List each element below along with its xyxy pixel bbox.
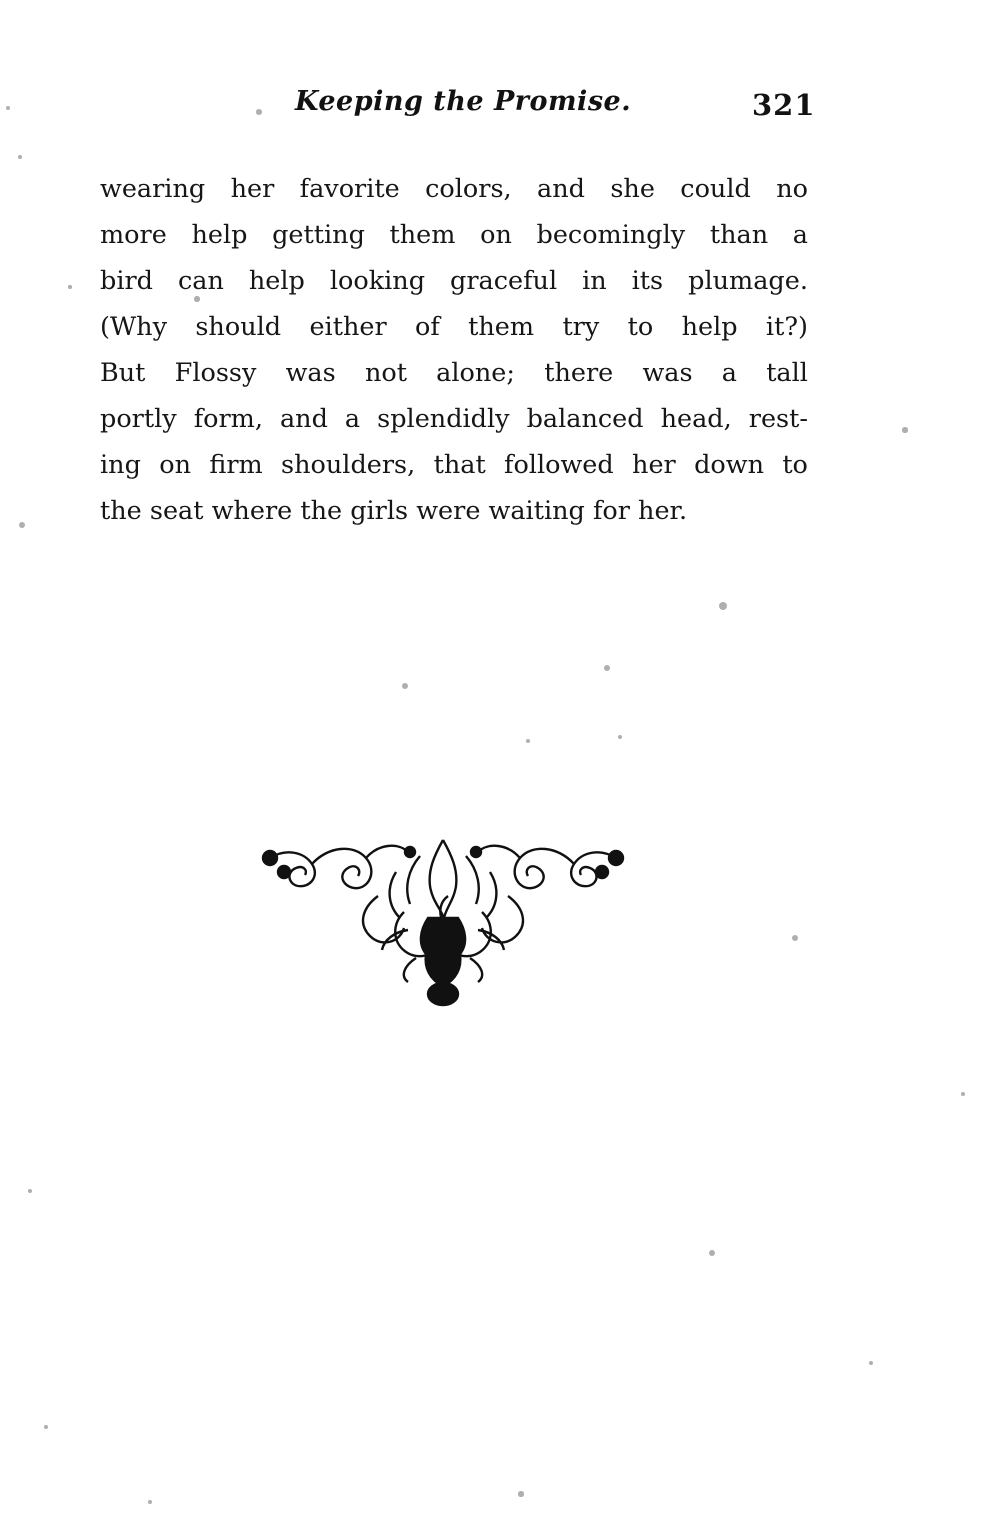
paper-speck bbox=[18, 155, 23, 160]
text-line: the seat where the girls were waiting for her. bbox=[100, 496, 688, 526]
paper-speck bbox=[402, 683, 408, 689]
paper-speck bbox=[526, 739, 530, 743]
paper-speck bbox=[44, 1425, 49, 1430]
paper-speck bbox=[869, 1361, 873, 1365]
paper-speck bbox=[604, 665, 611, 672]
text-line: wearing her favorite colors, and she could no bbox=[100, 174, 808, 204]
paper-speck bbox=[28, 1189, 32, 1193]
paper-speck bbox=[256, 109, 262, 115]
paper-speck bbox=[194, 296, 199, 301]
text-line: portly form, and a splendidly balanced head, rest- bbox=[100, 404, 808, 434]
text-line: But Flossy was not alone; there was a tall bbox=[100, 358, 808, 388]
paper-speck bbox=[961, 1092, 965, 1096]
paper-speck bbox=[792, 935, 798, 941]
page-number: 321 bbox=[752, 88, 816, 122]
text-line: ing on firm shoulders, that followed her down to bbox=[100, 450, 808, 480]
paper-speck bbox=[518, 1491, 523, 1496]
paper-speck bbox=[719, 602, 727, 610]
paper-speck bbox=[148, 1500, 152, 1504]
paper-speck bbox=[618, 735, 622, 739]
paper-speck bbox=[19, 522, 25, 528]
paper-speck bbox=[6, 106, 10, 110]
paper-speck bbox=[68, 285, 72, 289]
text-line: bird can help looking graceful in its plumage. bbox=[100, 266, 808, 296]
text-line: more help getting them on becomingly than a bbox=[100, 220, 808, 250]
body-text bbox=[100, 166, 808, 534]
paper-speck bbox=[902, 427, 907, 432]
floral-scroll-ornament bbox=[258, 826, 628, 1011]
text-line: (Why should either of them try to help it?) bbox=[100, 312, 808, 342]
running-head bbox=[100, 86, 816, 130]
paper-speck bbox=[709, 1250, 715, 1256]
running-head-title: Keeping the Promise. bbox=[295, 86, 632, 117]
